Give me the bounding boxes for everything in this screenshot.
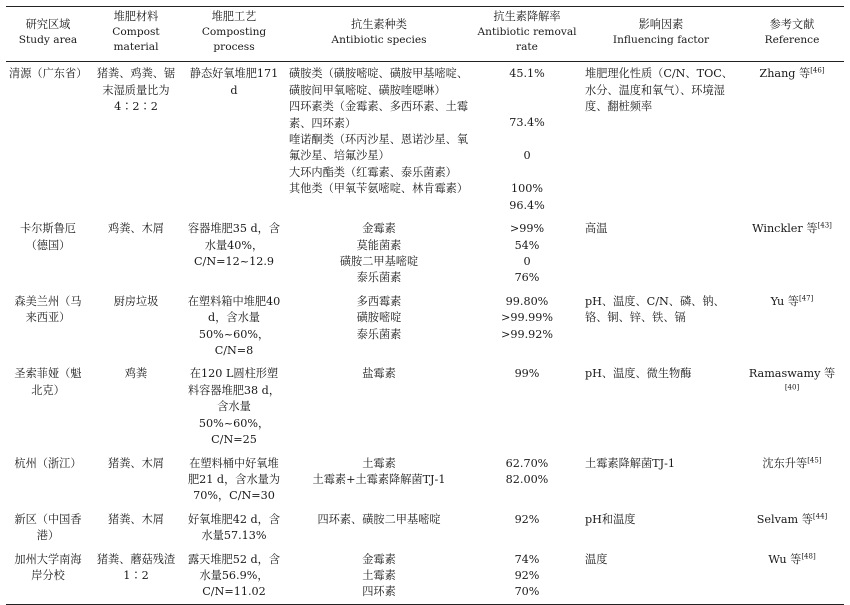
cell-area: 清源（广东省） [9,67,88,81]
cell-area: 卡尔斯鲁厄（德国） [20,222,76,252]
antibiotic-item: 磺胺二甲基嘧啶 [339,255,419,269]
cell-antibiotics [286,290,472,363]
cell-reference: Selvam 等[44] [756,511,828,526]
cell-antibiotics [286,548,472,605]
antibiotic-item: 四环素、磺胺二甲基嘧啶 [317,512,441,526]
cell-rates [472,508,582,548]
antibiotic-item: 四环素类（金霉素、多西环素、土霉素、四环素） [289,100,469,130]
cell-antibiotics [286,62,472,217]
cell-material: 猪粪、蘑菇残渣1∶2 [90,548,182,605]
antibiotic-item: 泰乐菌素 [356,271,402,285]
antibiotic-item: 大环内酯类（红霉素、泰乐菌素） [289,165,457,179]
table-row [6,548,844,605]
rate-value: 96.4% [509,198,545,212]
header-influencing-factor: 影响因素 Influencing factor [582,7,740,62]
table-header-row [6,7,844,62]
antibiotic-item: 土霉素 [362,456,396,470]
cell-process: 露天堆肥52 d，含水量56.9%，C/N=11.02 [182,548,286,605]
cell-material: 猪粪、木屑 [108,456,164,470]
antibiotic-composting-table [6,6,844,605]
cell-factor: pH和温度 [585,512,636,526]
cell-factor: 堆肥理化性质（C/N、TOC、水分、温度和氧气）、环境湿度、翻桩频率 [585,67,734,114]
cell-rates [472,548,582,605]
cell-rates [472,290,582,363]
rate-value: 92% [514,568,540,582]
cell-rates [472,217,582,290]
antibiotic-item: 土霉素+土霉素降解菌TJ-1 [312,472,446,486]
cell-reference: 沈东升等[45] [762,455,822,470]
cell-rates [472,362,582,451]
cell-area: 加州大学南海岸分校 [6,548,90,605]
rate-value: 76% [514,271,540,285]
rate-value: 74% [514,552,540,566]
cell-factor: 温度 [582,548,740,605]
cell-material: 厨房垃圾 [113,294,159,308]
antibiotic-item: 四环素 [362,585,396,599]
cell-area: 森美兰州（马来西亚） [14,294,82,325]
cell-material: 鸡粪 [124,367,148,381]
cell-antibiotics [286,362,472,451]
header-removal-rate: 抗生素降解率 Antibiotic removal rate [472,7,582,62]
rate-value: >99.92% [500,327,554,341]
cell-antibiotics [286,452,472,508]
antibiotic-item: 喹诺酮类（环丙沙星、恩诺沙星、氧氟沙星、培氟沙星） [289,133,469,163]
rate-value: 82.00% [505,472,549,486]
antibiotic-item: 多西霉素 [356,294,402,308]
cell-reference: Wu 等[48] [740,548,844,605]
cell-factor: pH、温度、C/N、磷、钠、铬、铜、锌、铁、镉 [585,294,725,325]
table-row [6,290,844,363]
antibiotic-item: 土霉素 [362,568,396,582]
cell-process: 在塑料桶中好氧堆肥21 d，含水量为70%，C/N=30 [187,456,281,503]
antibiotic-item: 磺胺嘧啶 [356,311,402,325]
table-row [6,217,844,290]
cell-process: 静态好氧堆肥171 d [189,67,279,97]
cell-process: 在塑料箱中堆肥40 d，含水量50%~60%，C/N=8 [187,294,281,358]
rate-value: 45.1% [509,67,545,81]
antibiotic-item: 金霉素 [362,222,396,236]
rate-value: 0 [523,255,531,269]
cell-rates [472,62,582,217]
cell-material: 猪粪、鸡粪、锯末湿质量比为4∶2∶2 [96,67,176,114]
header-compost-material: 堆肥材料 Compost material [90,7,182,62]
rate-value: >99% [509,222,545,236]
cell-process: 在120 L圆柱形塑料容器堆肥38 d，含水量50%~60%，C/N=25 [187,367,281,447]
table-row [6,362,844,451]
rate-value: 70% [514,585,540,599]
cell-antibiotics [286,217,472,290]
header-study-area: 研究区域 Study area [6,7,90,62]
antibiotic-item: 莫能菌素 [356,238,402,252]
cell-process: 容器堆肥35 d，含水量40%，C/N=12~12.9 [187,222,281,269]
antibiotic-item: 磺胺类（磺胺嘧啶、磺胺甲基嘧啶、磺胺间甲氧嘧啶、磺胺喹噁啉） [289,67,469,97]
rate-value: 99.80% [505,294,549,308]
cell-reference: Yu 等[47] [770,294,814,308]
cell-factor: pH、温度、微生物酶 [585,367,692,381]
rate-value: 0 [523,149,531,163]
cell-factor: 土霉素降解菌TJ-1 [585,456,675,470]
cell-reference: Zhang 等[46] [759,66,825,81]
antibiotic-item: 金霉素 [362,552,396,566]
rate-value: 54% [514,238,540,252]
cell-process: 好氧堆肥42 d，含水量57.13% [187,512,281,543]
cell-antibiotics [286,508,472,548]
antibiotic-item: 泰乐菌素 [356,327,402,341]
table-row [6,452,844,508]
rate-value: 100% [511,182,543,196]
rate-value: 99% [514,367,540,381]
cell-rates [472,452,582,508]
cell-reference: Ramaswamy 等[40] [748,367,836,392]
cell-area: 杭州（浙江） [14,456,82,470]
rate-value: 62.70% [505,456,549,470]
table-row [6,62,844,217]
header-antibiotic-species: 抗生素种类 Antibiotic species [286,7,472,62]
antibiotic-item: 盐霉素 [362,367,396,381]
table-row [6,508,844,548]
rate-value: 92% [514,512,540,526]
header-composting-process: 堆肥工艺 Composting process [182,7,286,62]
cell-area: 新区（中国香港） [14,512,82,543]
cell-factor: 高温 [585,222,608,236]
cell-reference: Winckler 等[43] [752,221,832,236]
cell-material: 鸡粪、木屑 [108,222,164,236]
rate-value: 73.4% [509,116,545,130]
rate-value: >99.99% [500,311,554,325]
header-reference: 参考文献 Reference [740,7,844,62]
cell-material: 猪粪、木屑 [108,512,164,526]
antibiotic-item: 其他类（甲氧苄氨嘧啶、林肯霉素） [289,182,469,196]
cell-area: 圣索菲娅（魁北克） [14,367,82,397]
